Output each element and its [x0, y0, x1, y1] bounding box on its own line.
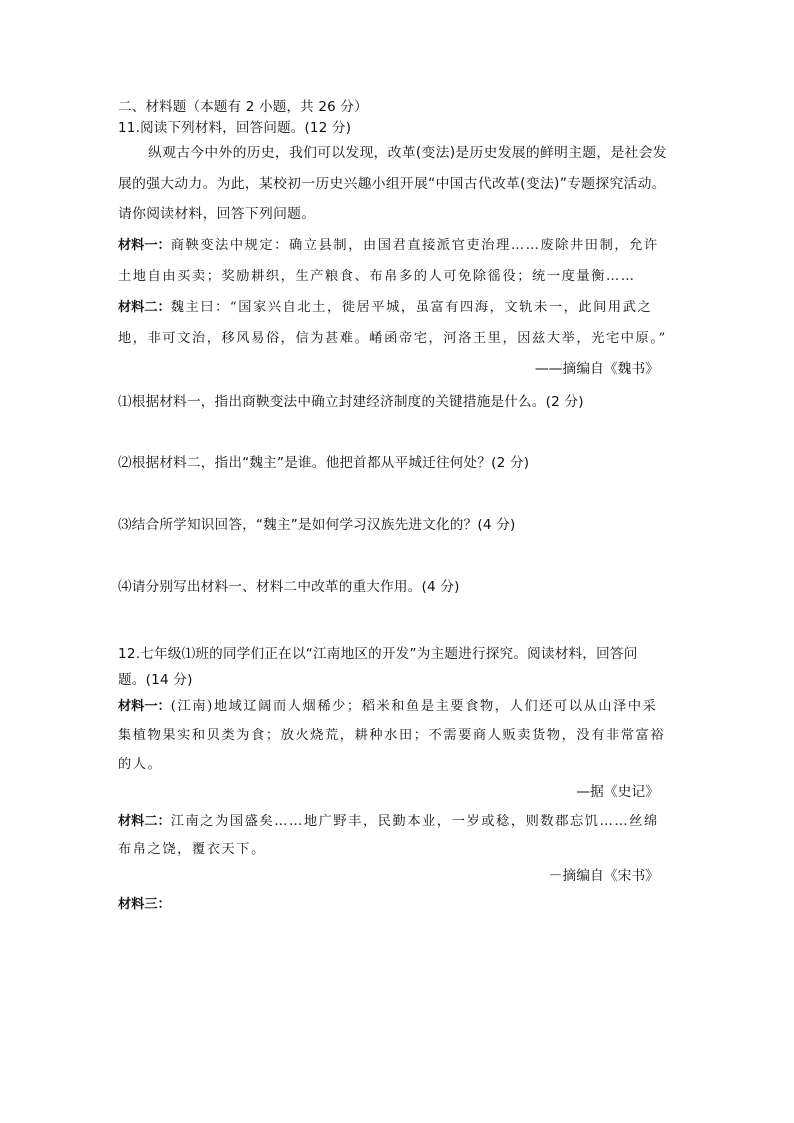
q11-intro-line-3: 请你阅读材料，回答下列问题。: [118, 206, 316, 222]
material-text: 魏主曰：“国家兴自北土，徙居平城，虽富有四海，文轨未一，此间用武之: [170, 300, 653, 315]
q11-material-2-source: ——摘编自《魏书》: [534, 361, 659, 377]
q12-material-1-line-2: 集植物果实和贝类为食；放火烧荒，耕种水田；不需要商人贩卖货物，没有非常富裕: [118, 728, 666, 743]
q11-intro-line-2: 展的强大动力。为此，某校初一历史兴趣小组开展“中国古代改革(变法)”专题探究活动。: [118, 176, 666, 192]
material-label: 材料三：: [118, 897, 171, 912]
material-label: 材料一：: [118, 699, 171, 714]
q12-material-1-source: —据《史记》: [576, 784, 659, 800]
q11-material-2-line-1: [118, 301, 652, 314]
q12-material-3-label: [118, 898, 171, 911]
q12-header-line-2: 题。(14 分): [118, 672, 193, 688]
material-label: 材料二：: [118, 300, 171, 315]
q11-material-1-line-1: [118, 239, 659, 252]
q11-header: 11.阅读下列材料，回答问题。(12 分): [118, 120, 352, 136]
material-text: 江南之为国盛矣……地广野丰，民勤本业，一岁或稔，则数郡忘饥……丝绵: [170, 814, 659, 829]
q12-material-2-source: －摘编自《宋书》: [548, 868, 659, 884]
material-text: (江南)地域辽阔而人烟稀少；稻米和鱼是主要食物，人们还可以从山泽中采: [170, 699, 658, 714]
material-label: 材料一：: [118, 238, 171, 253]
q11-question-2: ⑵根据材料二，指出“魏主”是谁。他把首都从平城迁往何处？(2 分): [118, 455, 530, 471]
material-text: 商鞅变法中规定：确立县制，由国君直接派官吏治理……废除井田制，允许: [170, 238, 659, 253]
q12-material-1-line-3: 的人。: [118, 757, 163, 772]
q11-question-1: ⑴根据材料一，指出商鞅变法中确立封建经济制度的关键措施是什么。(2 分): [118, 394, 584, 410]
q12-header-line-1: 12.七年级⑴班的同学们正在以“江南地区的开发”为主题进行探究。阅读材料，回答问: [118, 646, 638, 662]
q11-material-2-line-2: 地，非可文治，移风易俗，信为甚难。崤函帝宅，河洛王里，因兹大举，光宅中原。”: [118, 331, 667, 346]
material-label: 材料二：: [118, 814, 171, 829]
q12-material-2-line-1: [118, 815, 659, 828]
section-heading: 二、材料题（本题有 2 小题，共 26 分）: [118, 99, 368, 115]
q11-material-1-line-2: 土地自由买卖；奖励耕织，生产粮食、布帛多的人可免除徭役；统一度量衡……: [118, 269, 636, 284]
q11-intro-line-1: 纵观古今中外的历史，我们可以发现，改革(变法)是历史发展的鲜明主题，是社会发: [148, 145, 667, 161]
q11-question-3: ⑶结合所学知识回答，“魏主”是如何学习汉族先进文化的？(4 分): [118, 517, 516, 533]
q11-question-4: ⑷请分别写出材料一、材料二中改革的重大作用。(4 分): [118, 579, 460, 595]
q12-material-1-line-1: [118, 700, 657, 713]
q12-material-2-line-2: 布帛之饶，覆衣天下。: [118, 842, 266, 857]
